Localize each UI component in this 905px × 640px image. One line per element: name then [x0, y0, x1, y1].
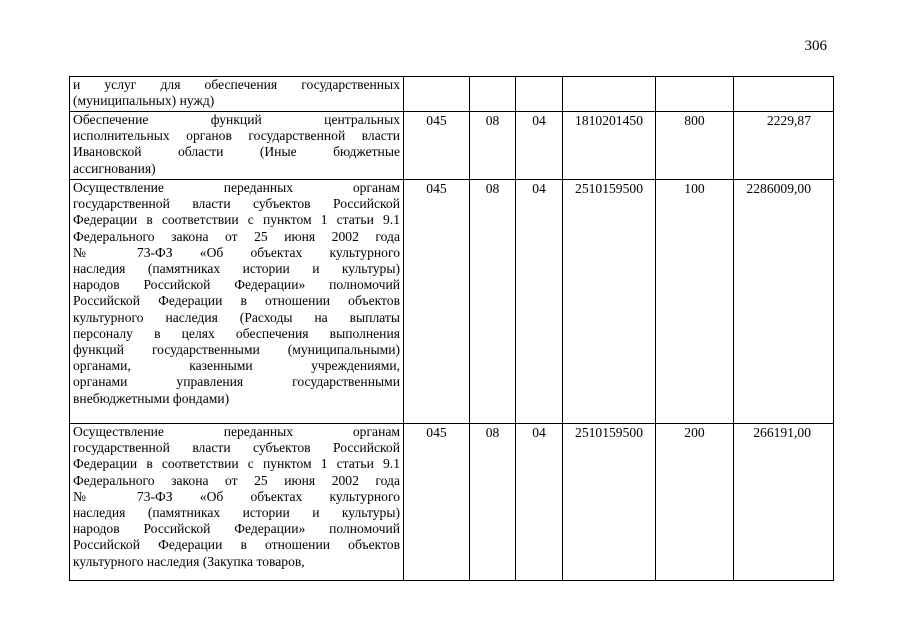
description-line: (муниципальных) нужд) — [73, 93, 215, 109]
description-line: Федерального закона от 25 июня 2002 года — [73, 228, 400, 244]
description-line: государственной власти субъектов Российской — [73, 196, 400, 212]
section-code-cell — [470, 77, 516, 112]
description-line: наследия (памятниках истории и культуры) — [73, 261, 400, 277]
table-row — [70, 112, 834, 180]
amount-cell — [734, 77, 834, 112]
description-line: культурного наследия (Расходы на выплаты — [73, 309, 400, 325]
section-code-cell: 08 — [470, 180, 516, 424]
description-line: ассигнования) — [73, 160, 156, 176]
ministry-code-cell — [404, 77, 470, 112]
description-line: органами, казенными учреждениями, — [73, 358, 400, 374]
subsection-code-cell: 04 — [516, 424, 563, 581]
ministry-code-cell: 045 — [404, 424, 470, 581]
description-line: государственной власти субъектов Российской — [73, 440, 400, 456]
expense-type-cell: 800 — [656, 112, 734, 180]
amount-cell: 266191,00 — [734, 424, 834, 581]
description-line: функций государственными (муниципальными) — [73, 342, 400, 358]
subsection-code-cell: 04 — [516, 112, 563, 180]
description-line: Федерации в соответствии с пунктом 1 статьи 9.1 — [73, 212, 400, 228]
target-article-cell: 2510159500 — [563, 180, 656, 424]
target-article-cell — [563, 77, 656, 112]
description-line: Осуществление переданных органам — [73, 424, 400, 439]
subsection-code-cell: 04 — [516, 180, 563, 424]
table-row — [70, 77, 834, 112]
row-description — [70, 424, 404, 581]
description-line: наследия (памятниках истории и культуры) — [73, 505, 400, 521]
subsection-code-cell — [516, 77, 563, 112]
description-line: Федерации в соответствии с пунктом 1 статьи 9.1 — [73, 456, 400, 472]
row-description — [70, 180, 404, 424]
ministry-code-cell: 045 — [404, 180, 470, 424]
description-line: Российской Федерации в отношении объектов — [73, 537, 400, 553]
description-line: № 73-ФЗ «Об объектах культурного — [73, 244, 400, 260]
description-line: народов Российской Федерации» полномочий — [73, 277, 400, 293]
expense-type-cell — [656, 77, 734, 112]
section-code-cell: 08 — [470, 112, 516, 180]
description-line: исполнительных органов государственной власти — [73, 128, 400, 144]
description-line: Осуществление переданных органам — [73, 180, 400, 195]
row-description — [70, 77, 404, 112]
description-line: Ивановской области (Иные бюджетные — [73, 144, 400, 160]
ministry-code-cell: 045 — [404, 112, 470, 180]
description-line: Обеспечение функций центральных — [73, 112, 400, 127]
amount-cell: 2286009,00 — [734, 180, 834, 424]
description-line: Российской Федерации в отношении объектов — [73, 293, 400, 309]
amount-cell: 2229,87 — [734, 112, 834, 180]
description-line: органами управления государственными — [73, 374, 400, 390]
table-row — [70, 424, 834, 581]
row-description — [70, 112, 404, 180]
section-code-cell: 08 — [470, 424, 516, 581]
description-line: Федерального закона от 25 июня 2002 года — [73, 472, 400, 488]
target-article-cell: 1810201450 — [563, 112, 656, 180]
description-line: культурного наследия (Закупка товаров, — [73, 553, 305, 569]
page-number: 306 — [804, 38, 827, 54]
budget-table-body — [70, 77, 834, 581]
description-line: персоналу в целях обеспечения выполнения — [73, 325, 400, 341]
target-article-cell: 2510159500 — [563, 424, 656, 581]
budget-table — [69, 76, 834, 581]
description-line: народов Российской Федерации» полномочий — [73, 521, 400, 537]
description-line: № 73-ФЗ «Об объектах культурного — [73, 488, 400, 504]
description-line: и услуг для обеспечения государственных — [73, 77, 400, 92]
expense-type-cell: 100 — [656, 180, 734, 424]
table-row — [70, 180, 834, 424]
description-line: внебюджетными фондами) — [73, 390, 230, 406]
expense-type-cell: 200 — [656, 424, 734, 581]
